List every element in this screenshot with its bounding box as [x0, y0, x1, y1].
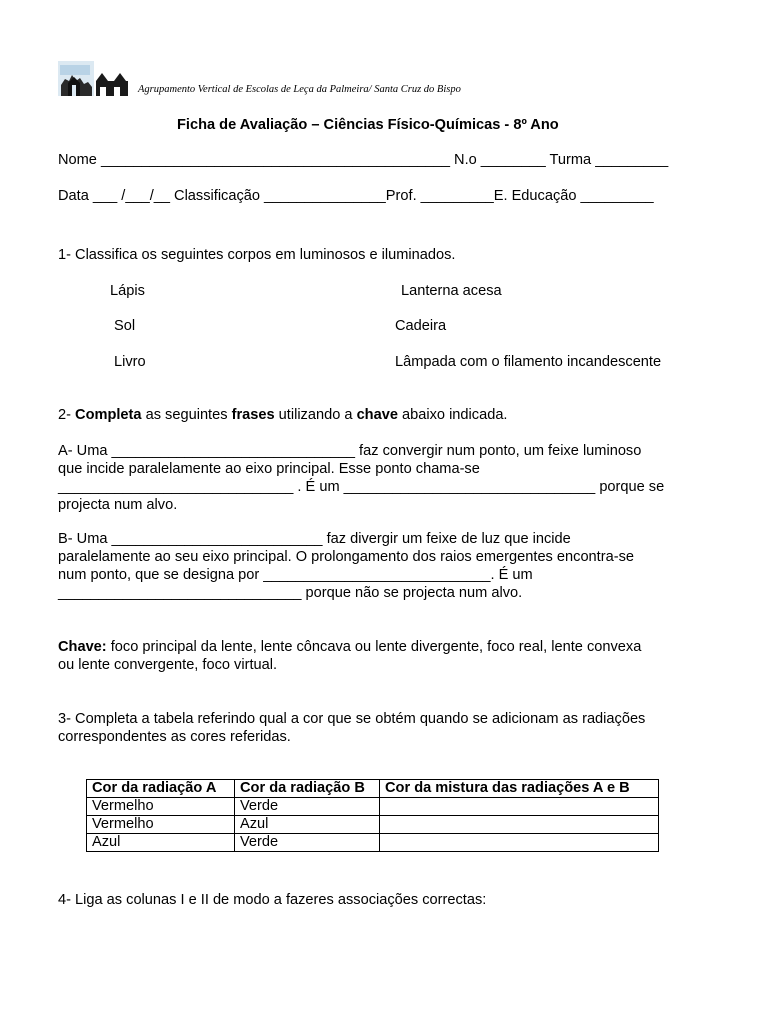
school-logo [58, 61, 128, 96]
q2-bold-word: Completa [75, 407, 142, 423]
q2-text: as seguintes [141, 407, 232, 423]
key-label: Chave: [58, 639, 107, 655]
q2a-line: _____________________________ . É um _______________________________ porque se [58, 479, 665, 495]
q3-prompt-line: correspondentes as cores referidas. [58, 729, 291, 745]
q2-text: abaixo indicada. [397, 407, 508, 423]
q2b-line: num ponto, que se designa por ____________________________. É um [58, 567, 533, 583]
q2-prompt [58, 406, 508, 424]
q1-left-item: Sol [114, 318, 136, 334]
table-header: Cor da radiação B [235, 780, 380, 798]
table-cell: Vermelho [87, 798, 235, 816]
table-row [87, 816, 659, 834]
table-cell: Verde [235, 834, 380, 852]
table-cell: Azul [87, 834, 235, 852]
q1-left-item: Lápis [110, 283, 145, 299]
table-cell: Verde [235, 798, 380, 816]
q1-left-item: Livro [114, 354, 146, 370]
q2-bold-word: frases [231, 407, 275, 423]
q2a-line: A- Uma ______________________________ faz convergir num ponto, um feixe luminoso [58, 443, 642, 459]
student-name-line: Nome ___________________________________________ N.o ________ Turma _________ [58, 152, 669, 168]
q2-text: utilizando a [274, 407, 357, 423]
page-title: Ficha de Avaliação – Ciências Físico-Químicas - 8º Ano [177, 117, 559, 133]
q1-right-item: Lâmpada com o filamento incandescente [395, 354, 662, 370]
q1-prompt: 1- Classifica os seguintes corpos em luminosos e iluminados. [58, 247, 456, 263]
table-header: Cor da radiação A [87, 780, 235, 798]
q2-number: 2- [58, 407, 76, 423]
q1-right-item: Cadeira [395, 318, 447, 334]
table-cell-answer[interactable] [380, 834, 659, 852]
school-name: Agrupamento Vertical de Escolas de Leça da Palmeira/ Santa Cruz do Bispo [138, 84, 461, 95]
key-line: ou lente convergente, foco virtual. [58, 657, 278, 673]
color-table [86, 779, 659, 852]
q2b-line: B- Uma __________________________ faz divergir um feixe de luz que incide [58, 531, 571, 547]
student-date-line: Data ___ /___/__ Classificação _______________Prof. _________E. Educação _________ [58, 188, 654, 204]
table-cell-answer[interactable] [380, 798, 659, 816]
table-row [87, 834, 659, 852]
q2-bold-word: chave [356, 407, 398, 423]
q3-prompt-line: 3- Completa a tabela referindo qual a cor que se obtém quando se adicionam as radiações [58, 711, 646, 727]
q4-prompt: 4- Liga as colunas I e II de modo a fazeres associações correctas: [58, 892, 487, 908]
table-header-row [87, 780, 659, 798]
table-header: Cor da mistura das radiações A e B [380, 780, 659, 798]
table-cell: Azul [235, 816, 380, 834]
q2b-line: ______________________________ porque não se projecta num alvo. [58, 585, 523, 601]
q2b-line: paralelamente ao seu eixo principal. O prolongamento dos raios emergentes encontra-se [58, 549, 634, 565]
key-line [58, 638, 641, 656]
table-cell: Vermelho [87, 816, 235, 834]
q2a-line: projecta num alvo. [58, 497, 178, 513]
key-text: foco principal da lente, lente côncava ou lente divergente, foco real, lente convexa [106, 639, 642, 655]
table-row [87, 798, 659, 816]
q1-right-item: Lanterna acesa [401, 283, 502, 299]
q2a-line: que incide paralelamente ao eixo principal. Esse ponto chama-se [58, 461, 480, 477]
table-cell-answer[interactable] [380, 816, 659, 834]
